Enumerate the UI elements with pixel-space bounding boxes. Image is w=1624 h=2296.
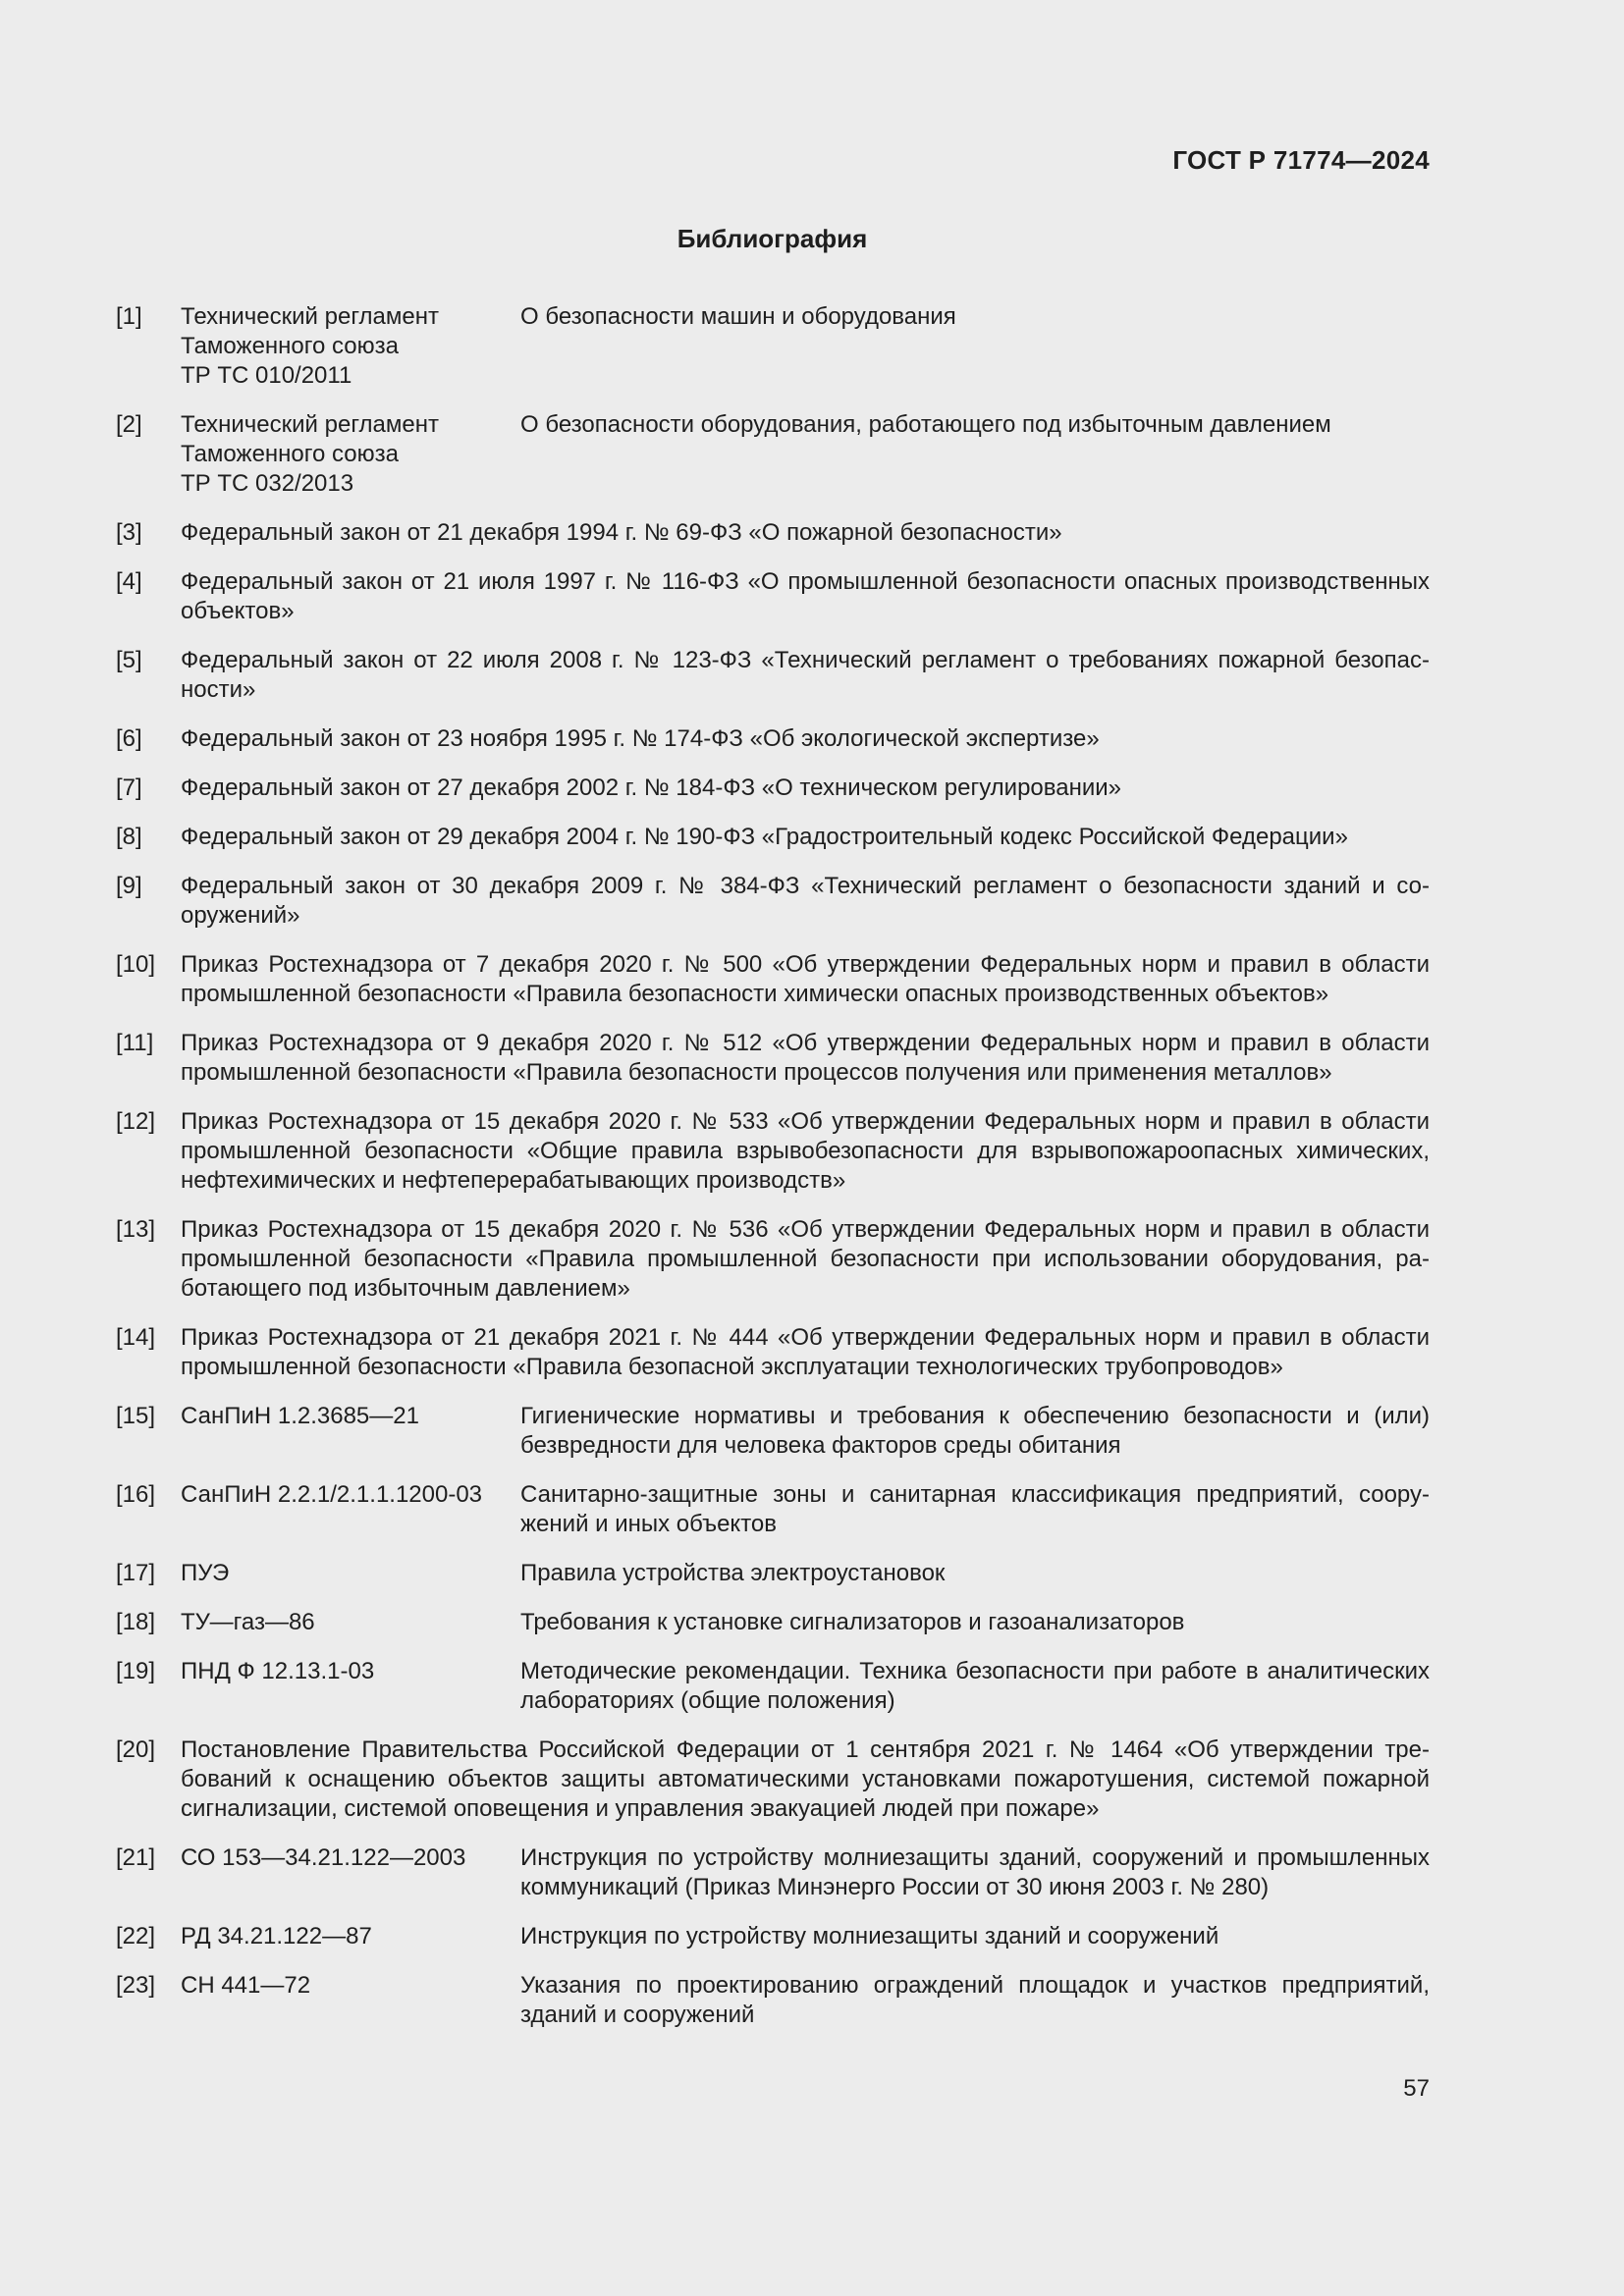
entry-number: [9]	[116, 873, 142, 899]
entry-number: [19]	[116, 1658, 156, 1684]
entry-code-line: Технический регламент	[181, 303, 439, 330]
entry-text: Федеральный закон от 21 декабря 1994 г. № 69-ФЗ «О пожарной безопасности»	[181, 519, 1062, 546]
entry-code	[181, 1843, 520, 1902]
bibliography-entry-6	[116, 724, 1430, 754]
entry-code	[181, 1971, 520, 2030]
bibliography-entry-20	[116, 1735, 1430, 1824]
entry-code-line: Таможенного союза	[181, 333, 399, 359]
entry-number: [5]	[116, 647, 142, 673]
entry-number: [7]	[116, 774, 142, 801]
entry-code-line: Технический регламент	[181, 411, 439, 438]
entry-number: [12]	[116, 1108, 156, 1135]
bibliography-entry-19	[116, 1657, 1430, 1716]
entry-number: [18]	[116, 1609, 156, 1635]
bibliography-entry-12	[116, 1107, 1430, 1196]
bibliography-entry-5	[116, 646, 1430, 705]
entry-number: [4]	[116, 568, 142, 595]
entry-text: Приказ Ростехнадзора от 15 декабря 2020 г. № 533 «Об утверждении Федеральных норм и правил в области промышленной безопасности «Общие правила взрывобезопасности для взрывопожароопасных химических, нефтехимических и нефтеперерабатывающих производств»	[181, 1108, 1430, 1194]
entry-code	[181, 302, 520, 391]
entry-number: [3]	[116, 519, 142, 546]
entry-text: Постановление Правительства Российской Федерации от 1 сентября 2021 г. № 1464 «Об утверждении требований к оснащению объектов защиты автоматическими установками пожаротушения, системой пожарной сигнализации, системой оповещения и управления эвакуацией людей при пожаре»	[181, 1736, 1430, 1822]
page-title: Библиография	[677, 224, 868, 253]
entry-text: Федеральный закон от 22 июля 2008 г. № 123-ФЗ «Технический регламент о требованиях пожарной безопасности»	[181, 647, 1430, 703]
bibliography-entry-7	[116, 774, 1430, 803]
entry-number: [15]	[116, 1403, 156, 1429]
entry-code-line: СанПиН 2.2.1/2.1.1.1200-03	[181, 1481, 483, 1508]
entry-code-line: Таможенного союза	[181, 441, 399, 467]
entry-code	[181, 1480, 520, 1539]
entry-number: [11]	[116, 1030, 154, 1056]
entry-code	[181, 410, 520, 499]
entry-number: [13]	[116, 1216, 156, 1243]
bibliography-entry-9	[116, 872, 1430, 931]
entry-text: Приказ Ростехнадзора от 21 декабря 2021 г. № 444 «Об утверждении Федеральных норм и правил в области промышленной безопасности «Правила безопасной эксплуатации технологических трубопроводов»	[181, 1324, 1430, 1380]
entry-text: Федеральный закон от 27 декабря 2002 г. № 184-ФЗ «О техническом регулировании»	[181, 774, 1122, 801]
bibliography-entry-1	[116, 302, 1430, 391]
entry-number: [20]	[116, 1736, 156, 1763]
bibliography-entry-15	[116, 1402, 1430, 1461]
entry-code-line: ПУЭ	[181, 1560, 230, 1586]
entry-number: [14]	[116, 1324, 156, 1351]
entry-description: О безопасности оборудования, работающего под избыточным давлением	[520, 411, 1331, 438]
entry-description: О безопасности машин и оборудования	[520, 303, 956, 330]
entry-text: Приказ Ростехнадзора от 9 декабря 2020 г. № 512 «Об утверждении Федеральных норм и правил в области промышленной безопасности «Правила безопасности процессов получения или применения металлов»	[181, 1030, 1430, 1086]
entry-code	[181, 1402, 520, 1461]
entry-code-line: СН 441—72	[181, 1972, 311, 1999]
bibliography-entry-18	[116, 1608, 1430, 1637]
entry-description: Гигиенические нормативы и требования к обеспечению безопасности и (или) безвредности для человека факторов среды обитания	[520, 1403, 1430, 1459]
entry-description: Санитарно-защитные зоны и санитарная классификация предприятий, сооружений и иных объектов	[520, 1481, 1430, 1537]
entry-number: [6]	[116, 725, 142, 752]
document-code: ГОСТ Р 71774—2024	[1172, 145, 1430, 175]
bibliography-entry-22	[116, 1922, 1430, 1951]
bibliography-entry-13	[116, 1215, 1430, 1304]
entry-code-line: СО 153—34.21.122—2003	[181, 1844, 466, 1871]
entry-number: [23]	[116, 1972, 156, 1999]
entry-code-line: СанПиН 1.2.3685—21	[181, 1403, 419, 1429]
entry-text: Федеральный закон от 23 ноября 1995 г. № 174-ФЗ «Об экологической экспертизе»	[181, 725, 1100, 752]
bibliography-entry-4	[116, 567, 1430, 626]
entry-description: Инструкция по устройству молниезащиты зданий, сооружений и промышленных коммуникаций (Приказ Минэнерго России от 30 июня 2003 г. № 280)	[520, 1844, 1430, 1900]
entry-text: Федеральный закон от 30 декабря 2009 г. № 384-ФЗ «Технический регламент о безопасности зданий и сооружений»	[181, 873, 1430, 929]
bibliography-entry-3	[116, 518, 1430, 548]
entry-number: [2]	[116, 411, 142, 438]
entry-number: [21]	[116, 1844, 156, 1871]
entry-code-line: ТУ—газ—86	[181, 1609, 315, 1635]
entry-number: [1]	[116, 303, 142, 330]
bibliography-entry-23	[116, 1971, 1430, 2030]
entry-description: Инструкция по устройству молниезащиты зданий и сооружений	[520, 1923, 1219, 1949]
entry-text: Федеральный закон от 29 декабря 2004 г. № 190-ФЗ «Градостроительный кодекс Российской Федерации»	[181, 824, 1348, 850]
entry-number: [8]	[116, 824, 142, 850]
bibliography-entry-14	[116, 1323, 1430, 1382]
bibliography-entry-21	[116, 1843, 1430, 1902]
entry-code-line: РД 34.21.122—87	[181, 1923, 372, 1949]
bibliography-entry-2	[116, 410, 1430, 499]
bibliography-entry-17	[116, 1559, 1430, 1588]
entry-number: [16]	[116, 1481, 156, 1508]
entry-number: [17]	[116, 1560, 156, 1586]
entry-code	[181, 1559, 520, 1588]
bibliography-entry-16	[116, 1480, 1430, 1539]
bibliography-list	[116, 302, 1430, 2050]
entry-code	[181, 1657, 520, 1716]
entry-description: Требования к установке сигнализаторов и газоанализаторов	[520, 1609, 1185, 1635]
entry-description: Правила устройства электроустановок	[520, 1560, 946, 1586]
entry-number: [22]	[116, 1923, 156, 1949]
entry-code-line: ТР ТС 032/2013	[181, 470, 354, 497]
entry-code-line: ТР ТС 010/2011	[181, 362, 352, 389]
page-number: 57	[1403, 2075, 1430, 2102]
entry-code	[181, 1922, 520, 1951]
entry-text: Приказ Ростехнадзора от 15 декабря 2020 г. № 536 «Об утверждении Федеральных норм и правил в области промышленной безопасности «Правила промышленной безопасности при использовании оборудования, работающего под избыточным давлением»	[181, 1216, 1430, 1302]
entry-code	[181, 1608, 520, 1637]
bibliography-entry-11	[116, 1029, 1430, 1088]
bibliography-entry-10	[116, 950, 1430, 1009]
entry-description: Указания по проектированию ограждений площадок и участков предприятий, зданий и сооружений	[520, 1972, 1430, 2028]
entry-number: [10]	[116, 951, 156, 978]
entry-code-line: ПНД Ф 12.13.1-03	[181, 1658, 375, 1684]
entry-text: Приказ Ростехнадзора от 7 декабря 2020 г. № 500 «Об утверждении Федеральных норм и правил в области промышленной безопасности «Правила безопасности химически опасных производственных объектов»	[181, 951, 1430, 1007]
entry-description: Методические рекомендации. Техника безопасности при работе в аналитических лабораториях (общие положения)	[520, 1658, 1430, 1714]
entry-text: Федеральный закон от 21 июля 1997 г. № 116-ФЗ «О промышленной безопасности опасных производственных объектов»	[181, 568, 1430, 624]
bibliography-entry-8	[116, 823, 1430, 852]
